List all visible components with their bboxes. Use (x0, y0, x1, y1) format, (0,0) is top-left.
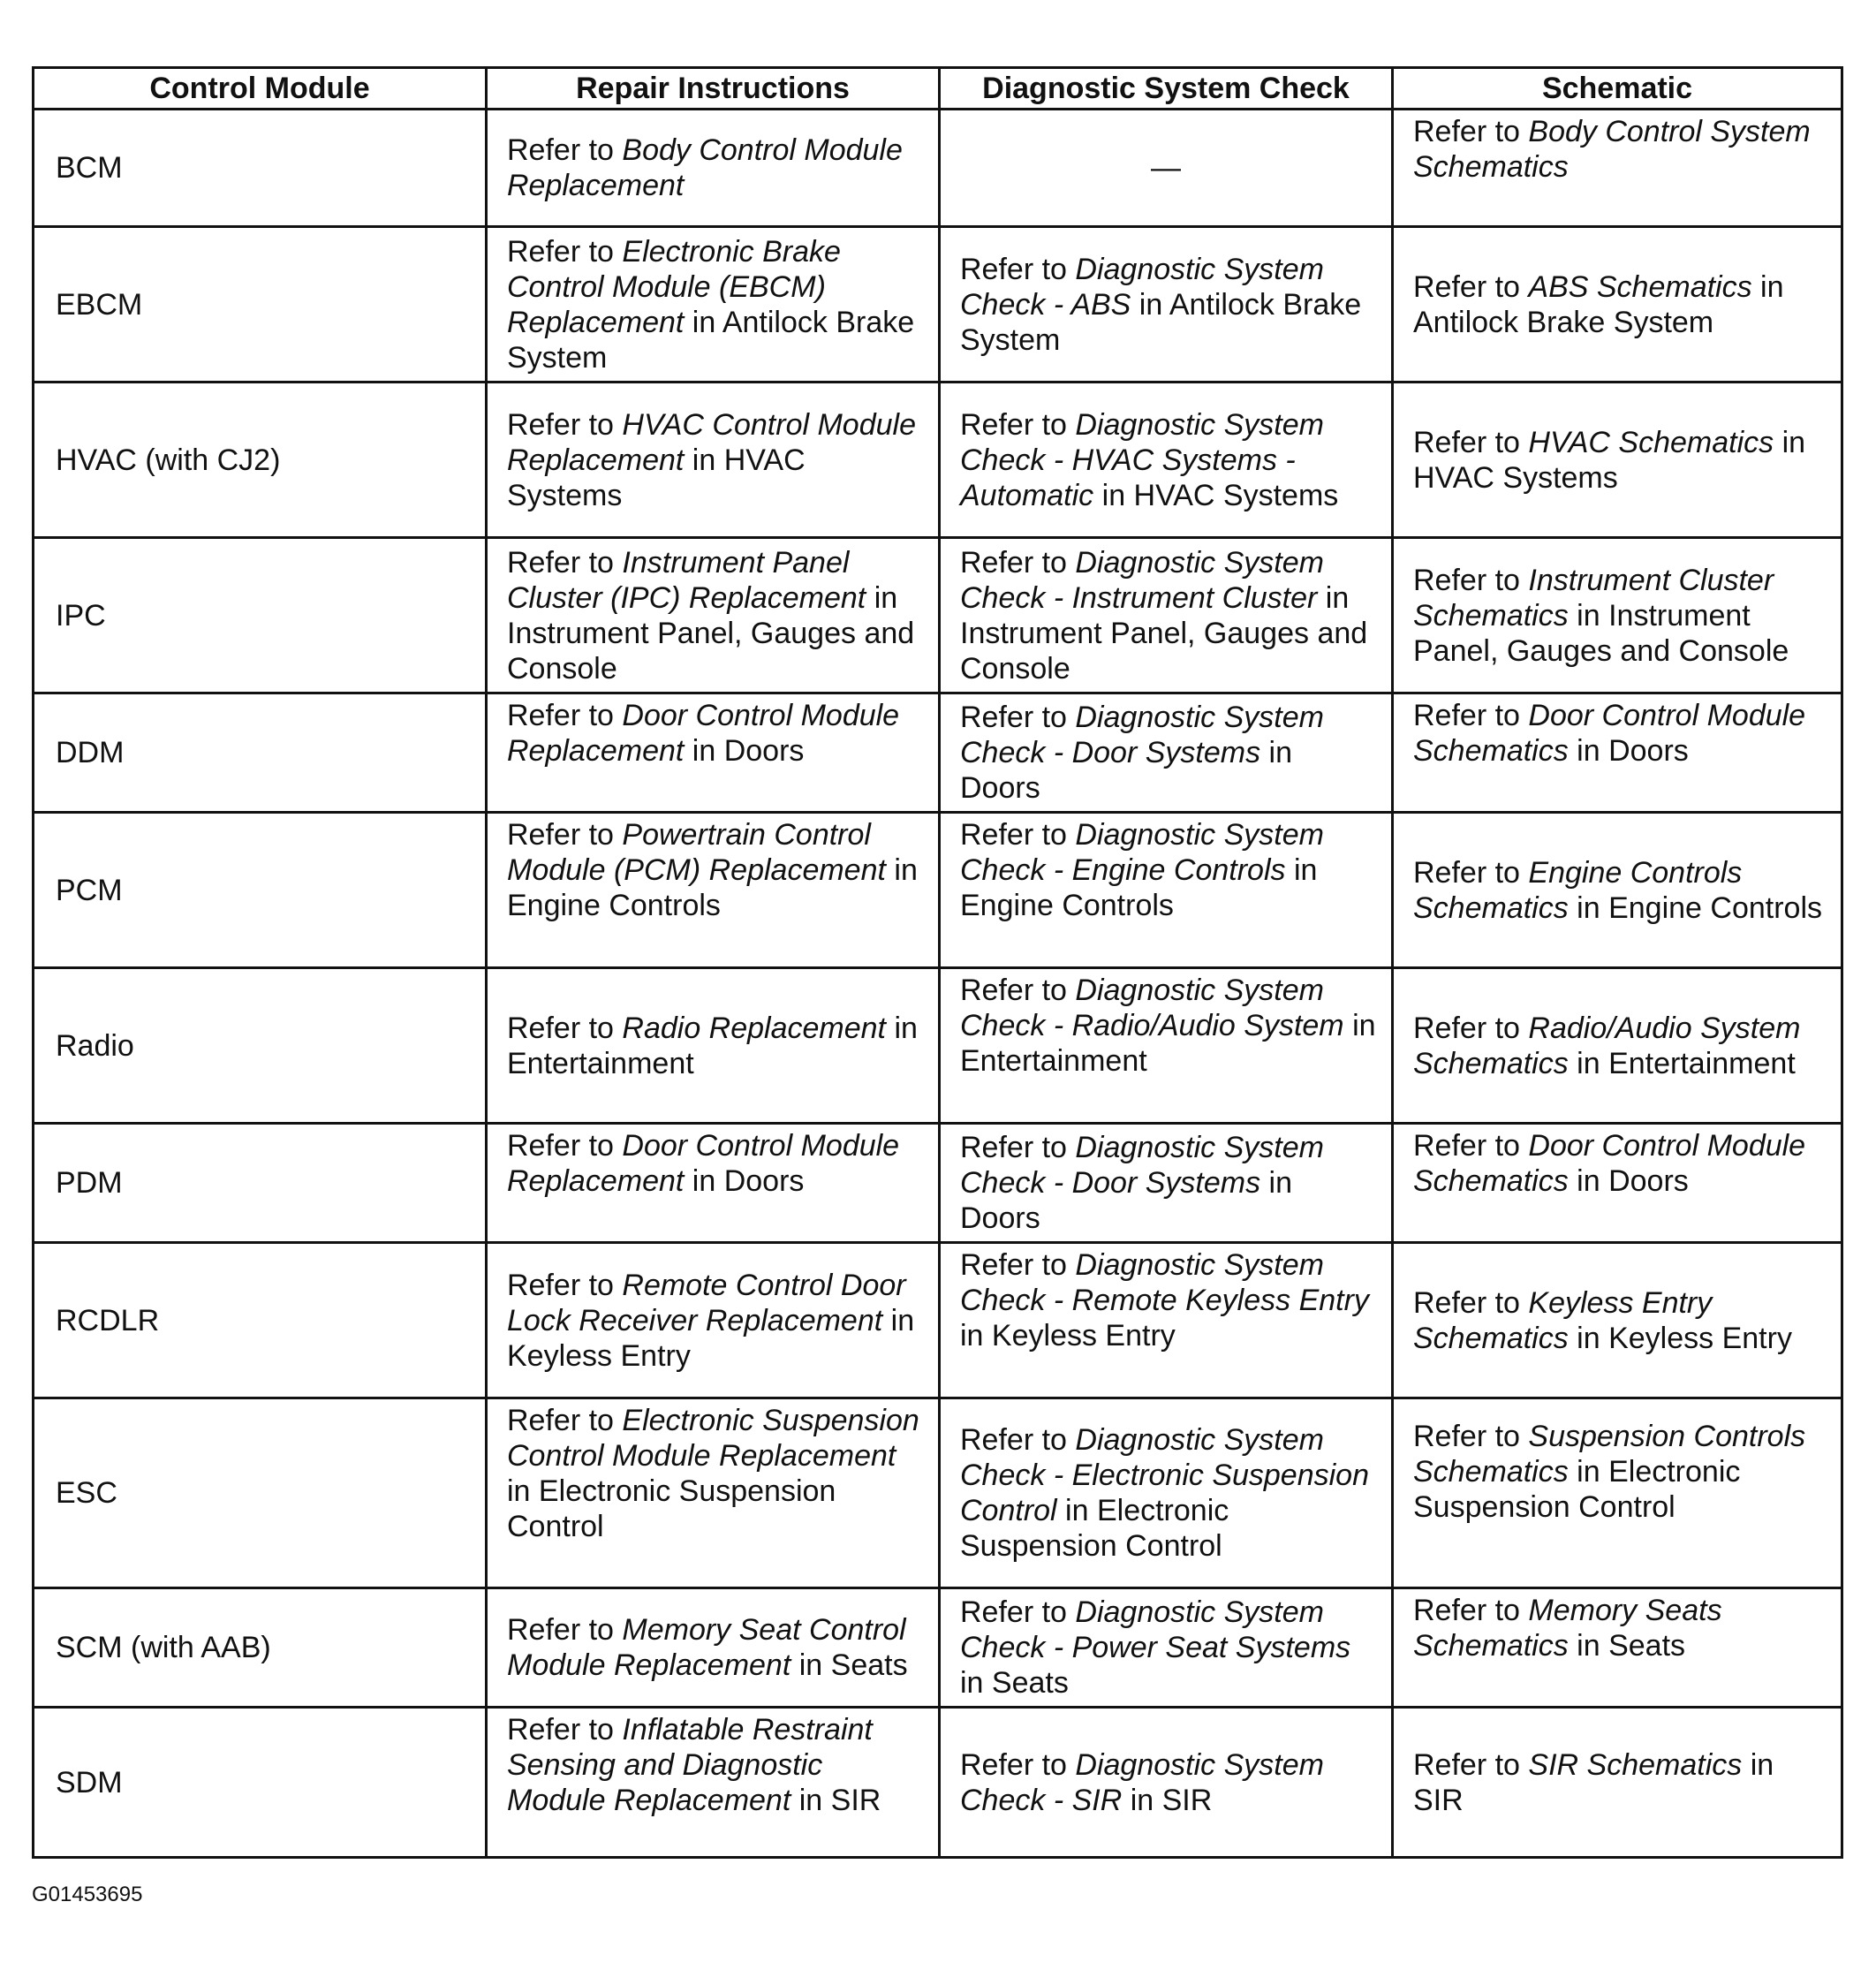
table-row (34, 383, 1842, 538)
ref-prefix: Refer to (1413, 1747, 1529, 1782)
repair-cell (487, 1708, 940, 1858)
repair-cell (487, 1588, 940, 1708)
ref-title: Diagnostic System Check - ABS (960, 252, 1324, 322)
ref-title: SIR Schematics (1528, 1747, 1743, 1782)
figure-id: G01453695 (32, 1883, 143, 1906)
ref-suffix: in Entertainment (960, 1009, 1376, 1078)
ref-title: Diagnostic System Check - Instrument Cluster (960, 545, 1324, 615)
ref-title: Body Control Module Replacement (507, 133, 903, 202)
diag-cell (940, 1708, 1393, 1858)
table-row (34, 813, 1842, 968)
module-cell: IPC (34, 538, 487, 693)
ref-title: Diagnostic System Check - Engine Controls (960, 818, 1324, 887)
ref-suffix: in Instrument Panel, Gauges and Console (960, 580, 1368, 686)
schematic-cell (1393, 227, 1842, 383)
ref-suffix: in Entertainment (507, 1011, 918, 1080)
ref-title: Door Control Module Schematics (1413, 699, 1806, 768)
ref-title: Door Control Module Replacement (507, 1129, 900, 1198)
ref-suffix: in Doors (960, 1166, 1293, 1235)
ref-prefix: Refer to (507, 407, 623, 442)
schematic-cell (1393, 383, 1842, 538)
ref-prefix: Refer to (507, 1011, 623, 1045)
ref-title: Electronic Brake Control Module (EBCM) Replacement (507, 234, 841, 339)
diag-cell (940, 1243, 1393, 1398)
header-row (34, 68, 1842, 110)
header-diagnostic-system-check: Diagnostic System Check (940, 68, 1393, 110)
ref-title: Powertrain Control Module (PCM) Replacement (507, 818, 886, 887)
ref-suffix: in Electronic Suspension Control (960, 1494, 1229, 1563)
ref-suffix: in Instrument Panel, Gauges and Console (507, 580, 915, 686)
ref-title: Electronic Suspension Control Module Replacement (507, 1404, 919, 1473)
ref-title: Diagnostic System Check - Power Seat Systems (960, 1595, 1351, 1664)
ref-title: Radio/Audio System Schematics (1413, 1011, 1801, 1080)
ref-prefix: Refer to (507, 234, 623, 269)
ref-prefix: Refer to (1413, 115, 1529, 148)
repair-cell (487, 1243, 940, 1398)
ref-prefix: Refer to (1413, 563, 1529, 597)
ref-prefix: Refer to (1413, 1420, 1529, 1453)
ref-prefix: Refer to (960, 1747, 1076, 1782)
repair-cell (487, 227, 940, 383)
header-schematic: Schematic (1393, 68, 1842, 110)
schematic-cell (1393, 1398, 1842, 1588)
ref-suffix: in Entertainment (1568, 1046, 1796, 1080)
ref-title: HVAC Schematics (1528, 425, 1774, 459)
ref-title: Memory Seat Control Module Replacement (507, 1613, 906, 1682)
ref-suffix: in Doors (1568, 734, 1689, 768)
ref-prefix: Refer to (960, 545, 1076, 580)
table-row (34, 1124, 1842, 1243)
ref-suffix: in Antilock Brake System (507, 305, 915, 375)
diag-cell (940, 693, 1393, 813)
ref-prefix: Refer to (1413, 1129, 1529, 1163)
diag-cell (940, 813, 1393, 968)
ref-title: Diagnostic System Check - Radio/Audio System (960, 974, 1344, 1042)
ref-suffix: in Antilock Brake System (1413, 269, 1784, 339)
table-row (34, 538, 1842, 693)
ref-suffix: in SIR (1122, 1783, 1213, 1817)
table-row (34, 227, 1842, 383)
schematic-cell (1393, 1588, 1842, 1708)
ref-suffix: in Seats (1568, 1629, 1686, 1663)
ref-suffix: in Electronic Suspension Control (1413, 1455, 1741, 1524)
diag-cell (940, 968, 1393, 1124)
repair-cell (487, 383, 940, 538)
ref-prefix: Refer to (960, 818, 1076, 852)
table-row (34, 1243, 1842, 1398)
table-body (34, 110, 1842, 1858)
ref-prefix: Refer to (1413, 855, 1529, 890)
ref-suffix: in Engine Controls (960, 853, 1318, 922)
ref-suffix: in Doors (1568, 1164, 1689, 1198)
ref-title: Memory Seats Schematics (1413, 1594, 1722, 1663)
ref-title: Diagnostic System Check - HVAC Systems - Automatic (960, 407, 1324, 512)
ref-title: Diagnostic System Check - Electronic Suspension Control (960, 1423, 1370, 1527)
module-cell: DDM (34, 693, 487, 813)
module-cell: BCM (34, 110, 487, 227)
ref-prefix: Refer to (960, 701, 1076, 734)
module-cell: ESC (34, 1398, 487, 1588)
ref-prefix: Refer to (507, 1129, 623, 1163)
ref-title: Inflatable Restraint Sensing and Diagnostic Module Replacement (507, 1713, 873, 1817)
ref-suffix: in Antilock Brake System (960, 287, 1362, 357)
ref-prefix: Refer to (507, 699, 623, 732)
ref-prefix: Refer to (507, 1613, 623, 1647)
ref-prefix: Refer to (960, 1423, 1076, 1457)
ref-prefix: Refer to (960, 1248, 1076, 1282)
ref-title: Remote Control Door Lock Receiver Replacement (507, 1268, 906, 1337)
repair-cell (487, 1124, 940, 1243)
ref-suffix: in Seats (960, 1666, 1069, 1700)
ref-prefix: Refer to (1413, 1011, 1529, 1045)
ref-suffix: in HVAC Systems (507, 443, 806, 512)
ref-title: Radio Replacement (622, 1011, 887, 1045)
table-row (34, 110, 1842, 227)
ref-title: Body Control System Schematics (1413, 115, 1811, 184)
ref-title: Engine Controls Schematics (1413, 855, 1743, 925)
ref-suffix: in Doors (960, 736, 1293, 805)
table-row (34, 968, 1842, 1124)
diag-cell (940, 227, 1393, 383)
diag-cell (940, 1398, 1393, 1588)
ref-title: Diagnostic System Check - Door Systems (960, 701, 1324, 769)
ref-suffix: in Keyless Entry (1568, 1321, 1792, 1355)
header-control-module: Control Module (34, 68, 487, 110)
schematic-cell (1393, 813, 1842, 968)
ref-prefix: Refer to (1413, 1285, 1529, 1320)
schematic-cell (1393, 1708, 1842, 1858)
module-cell: PDM (34, 1124, 487, 1243)
schematic-cell (1393, 1124, 1842, 1243)
ref-suffix: in Keyless Entry (507, 1303, 915, 1373)
schematic-cell (1393, 110, 1842, 227)
table-row (34, 1588, 1842, 1708)
ref-prefix: Refer to (1413, 699, 1529, 732)
module-cell: HVAC (with CJ2) (34, 383, 487, 538)
ref-suffix: in Seats (790, 1648, 908, 1682)
ref-suffix: in Keyless Entry (960, 1319, 1176, 1352)
control-module-table (32, 66, 1843, 1859)
diag-cell: — (940, 110, 1393, 227)
table-row (34, 1398, 1842, 1588)
ref-title: Diagnostic System Check - Remote Keyless Entry (960, 1248, 1369, 1317)
ref-prefix: Refer to (507, 1404, 623, 1437)
module-cell: SDM (34, 1708, 487, 1858)
table-row (34, 693, 1842, 813)
ref-title: Instrument Cluster Schematics (1413, 563, 1774, 633)
ref-title: Diagnostic System Check - Door Systems (960, 1131, 1324, 1200)
ref-prefix: Refer to (1413, 269, 1529, 304)
schematic-cell (1393, 538, 1842, 693)
repair-cell (487, 110, 940, 227)
repair-cell (487, 813, 940, 968)
ref-title: Keyless Entry Schematics (1413, 1285, 1713, 1355)
ref-suffix: in Electronic Suspension Control (507, 1474, 836, 1543)
ref-title: Suspension Controls Schematics (1413, 1420, 1806, 1489)
repair-cell (487, 1398, 940, 1588)
ref-prefix: Refer to (507, 818, 623, 852)
ref-title: Door Control Module Replacement (507, 699, 900, 768)
schematic-cell (1393, 693, 1842, 813)
ref-suffix: in Doors (684, 734, 805, 768)
module-cell: Radio (34, 968, 487, 1124)
module-cell: EBCM (34, 227, 487, 383)
ref-prefix: Refer to (960, 407, 1076, 442)
diag-cell (940, 1124, 1393, 1243)
ref-suffix: in Instrument Panel, Gauges and Console (1413, 598, 1789, 668)
header-repair-instructions: Repair Instructions (487, 68, 940, 110)
module-cell: SCM (with AAB) (34, 1588, 487, 1708)
ref-title: Door Control Module Schematics (1413, 1129, 1806, 1198)
ref-prefix: Refer to (960, 974, 1076, 1007)
ref-prefix: Refer to (1413, 425, 1529, 459)
ref-title: HVAC Control Module Replacement (507, 407, 916, 477)
table-row (34, 1708, 1842, 1858)
ref-suffix: in HVAC Systems (1093, 478, 1339, 512)
ref-title: Instrument Panel Cluster (IPC) Replacement (507, 545, 866, 615)
ref-suffix: in Engine Controls (1568, 890, 1823, 925)
repair-cell (487, 968, 940, 1124)
control-module-reference-sheet (32, 66, 1841, 1859)
ref-prefix: Refer to (960, 252, 1076, 286)
ref-suffix: in Doors (684, 1164, 805, 1198)
ref-suffix: in SIR (790, 1784, 881, 1817)
ref-prefix: Refer to (507, 1268, 623, 1302)
diag-cell (940, 538, 1393, 693)
module-cell: PCM (34, 813, 487, 968)
table-header (34, 68, 1842, 110)
ref-suffix: in HVAC Systems (1413, 425, 1806, 495)
ref-prefix: Refer to (960, 1131, 1076, 1164)
schematic-cell (1393, 968, 1842, 1124)
diag-cell (940, 383, 1393, 538)
repair-cell (487, 693, 940, 813)
ref-title: ABS Schematics (1528, 269, 1752, 304)
ref-suffix: in SIR (1413, 1747, 1774, 1817)
module-cell: RCDLR (34, 1243, 487, 1398)
schematic-cell (1393, 1243, 1842, 1398)
diag-cell (940, 1588, 1393, 1708)
ref-prefix: Refer to (1413, 1594, 1529, 1627)
ref-title: Diagnostic System Check - SIR (960, 1747, 1324, 1817)
repair-cell (487, 538, 940, 693)
ref-prefix: Refer to (507, 133, 623, 167)
ref-prefix: Refer to (507, 545, 623, 580)
ref-suffix: in Engine Controls (507, 853, 918, 922)
ref-prefix: Refer to (507, 1713, 623, 1746)
ref-prefix: Refer to (960, 1595, 1076, 1629)
